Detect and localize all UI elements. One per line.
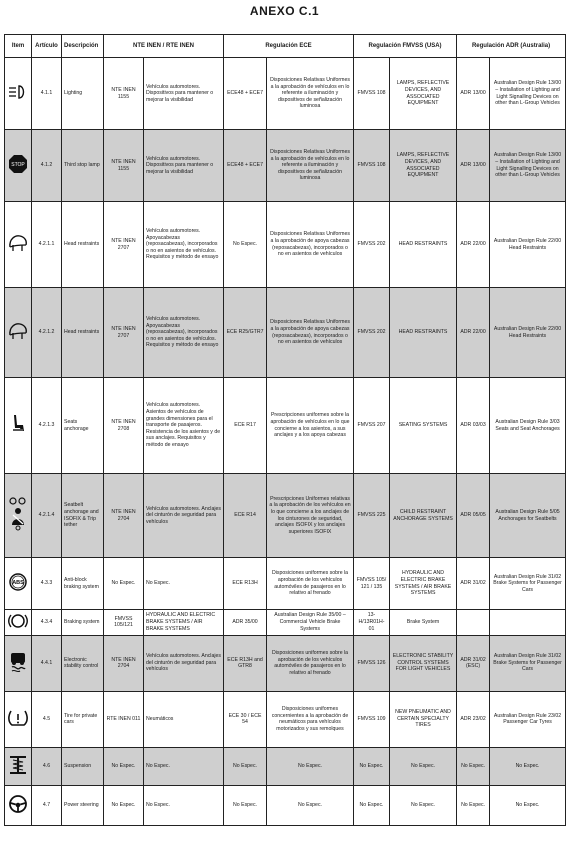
nte-code-cell: NTE INEN 1155 — [104, 58, 144, 130]
fmvss-code-cell: FMVSS 225 — [354, 474, 390, 558]
fmvss-code-cell: FMVSS 126 — [354, 635, 390, 691]
fmvss-code-cell: 13-H/13R01H-01 — [354, 610, 390, 636]
head-restraint-icon — [7, 233, 29, 253]
nte-code-cell: NTE INEN 2707 — [104, 288, 144, 378]
fmvss-code-cell: FMVSS 207 — [354, 378, 390, 474]
adr-text-cell: Australian Design Rule 3/03 Seats and Seat Anchorages — [490, 378, 566, 474]
adr-code-cell — [457, 610, 490, 636]
header-ece: Regulación ECE — [224, 35, 354, 58]
fmvss-text-cell: NEW PNEUMATIC AND CERTAIN SPECIALTY TIRES — [390, 691, 457, 747]
ece-code-cell: ECE R14 — [224, 474, 267, 558]
table-row — [5, 58, 566, 130]
nte-text-cell: No Espec. — [144, 747, 224, 785]
adr-code-cell: ADR 05/05 — [457, 474, 490, 558]
adr-text-cell: Australian Design Rule 31/02 Brake Systems for Passenger Cars — [490, 558, 566, 610]
header-item: Item — [5, 35, 32, 58]
seat-icon — [9, 414, 27, 434]
adr-code-cell: ADR 03/03 — [457, 378, 490, 474]
nte-text-cell: HYDRAULIC AND ELECTRIC BRAKE SYSTEMS / AIR BRAKE SYSTEMS — [144, 610, 224, 636]
table-row — [5, 378, 566, 474]
adr-code-cell: ADR 31/02 — [457, 558, 490, 610]
item-icon-cell — [5, 202, 32, 288]
adr-text-cell: Australian Design Rule 13/00 – Installation of Lighting and Light Signalling Devices on other than L-Group Vehicles — [490, 58, 566, 130]
nte-code-cell: NTE INEN 1155 — [104, 130, 144, 202]
fmvss-code-cell: FMVSS 108 — [354, 58, 390, 130]
item-icon-cell — [5, 747, 32, 785]
headlight-icon — [7, 84, 29, 100]
ece-text-cell: Prescripciones Uniformes relativas a la aprobación de los vehículos en lo que concierne a los anclajes de los cinturones de seguridad, anclajes ISOFIX y los anclajes superiores ISOFIX — [267, 474, 354, 558]
ece-text-cell: Prescripciones uniformes sobre la aprobación de vehículos en lo que concierne a los asientos, a sus anclajes y a los apoya cabezas — [267, 378, 354, 474]
ece-text-cell: Disposiciones uniformes concernientes a la aprobación de neumáticos para vehículos motorizados y sus remolques — [267, 691, 354, 747]
svg-text:ABS: ABS — [12, 580, 24, 587]
nte-text-cell: Vehículos automotores. Anclajes del cinturón de seguridad para vehículos — [144, 474, 224, 558]
articulo-cell: 4.3.3 — [32, 558, 62, 610]
nte-text-cell: Vehículos automotores. Apoyacabezas (reposacabezas), incorporados o no en asientos de vehículos. Requisitos y método de ensayo — [144, 202, 224, 288]
brake-icon — [8, 611, 28, 631]
nte-code-cell: NTE INEN 2704 — [104, 474, 144, 558]
standards-table — [4, 34, 566, 826]
nte-text-cell: Vehículos automotores. Anclajes del cinturón de seguridad para vehículos — [144, 635, 224, 691]
ece-text-cell: Disposiciones uniformes sobre la aprobación de los vehículos automóviles de pasajeros en lo relativo al frenado — [267, 558, 354, 610]
tire-pressure-icon — [7, 708, 29, 728]
abs-icon — [8, 572, 28, 592]
ece-code-cell: No Espec. — [224, 785, 267, 825]
header-adr: Regulación ADR (Australia) — [457, 35, 566, 58]
ece-code-cell: ECE48 + ECE7 — [224, 130, 267, 202]
nte-text-cell: Vehículos automotores. Dispositivos para mantener o mejorar la visibilidad — [144, 130, 224, 202]
ece-code-cell: ECE R13H — [224, 558, 267, 610]
nte-code-cell: No Espec. — [104, 785, 144, 825]
header-articulo: Artículo — [32, 35, 62, 58]
fmvss-code-cell: FMVSS 202 — [354, 288, 390, 378]
item-icon-cell — [5, 691, 32, 747]
item-icon-cell — [5, 288, 32, 378]
descripcion-cell: Electronic stability control — [62, 635, 104, 691]
item-icon-cell — [5, 785, 32, 825]
nte-code-cell: No Espec. — [104, 558, 144, 610]
fmvss-text-cell: HEAD RESTRAINTS — [390, 288, 457, 378]
descripcion-cell: Power steering — [62, 785, 104, 825]
articulo-cell: 4.2.1.1 — [32, 202, 62, 288]
adr-code-cell: ADR 22/00 — [457, 288, 490, 378]
fmvss-text-cell: ELECTRONIC STABILITY CONTROL SYSTEMS FOR LIGHT VEHICLES — [390, 635, 457, 691]
item-icon-cell — [5, 610, 32, 636]
ece-text-cell: No Espec. — [267, 785, 354, 825]
ece-code-cell: No Espec. — [224, 202, 267, 288]
adr-code-cell: ADR 23/02 — [457, 691, 490, 747]
adr-code-cell: ADR 31/02 (ESC) — [457, 635, 490, 691]
ece-text-cell: Disposiciones Relativas Uniformes a la aprobación de vehículos en lo referente a iluminación y dispositivos de señalización luminosa — [267, 58, 354, 130]
fmvss-text-cell: Brake System — [390, 610, 457, 636]
item-icon-cell — [5, 474, 32, 558]
adr-code-cell: ADR 13/00 — [457, 130, 490, 202]
articulo-cell: 4.3.4 — [32, 610, 62, 636]
fmvss-text-cell: No Espec. — [390, 785, 457, 825]
nte-code-cell: NTE INEN 2704 — [104, 635, 144, 691]
adr-text-cell: Australian Design Rule 22/00 Head Restraints — [490, 288, 566, 378]
descripcion-cell: Lighting — [62, 58, 104, 130]
suspension-icon — [9, 755, 27, 775]
descripcion-cell: Braking system — [62, 610, 104, 636]
table-row — [5, 747, 566, 785]
nte-text-cell: Neumáticos — [144, 691, 224, 747]
nte-text-cell: No Espec. — [144, 558, 224, 610]
seatbelt-icon — [7, 497, 29, 531]
nte-code-cell: No Espec. — [104, 747, 144, 785]
table-row — [5, 610, 566, 636]
nte-code-cell: FMVSS 105/121 — [104, 610, 144, 636]
ece-code-cell: ECE R17 — [224, 378, 267, 474]
table-row — [5, 635, 566, 691]
descripcion-cell: Suspension — [62, 747, 104, 785]
ece-code-cell: ECE R25/GTR7 — [224, 288, 267, 378]
table-row — [5, 691, 566, 747]
table-row — [5, 130, 566, 202]
item-icon-cell — [5, 130, 32, 202]
articulo-cell: 4.2.1.3 — [32, 378, 62, 474]
fmvss-text-cell: CHILD RESTRAINT ANCHORAGE SYSTEMS — [390, 474, 457, 558]
page-title: ANEXO C.1 — [249, 4, 320, 18]
fmvss-code-cell: FMVSS 105/ 121 / 135 — [354, 558, 390, 610]
nte-text-cell: Vehículos automotores. Asientos de vehículos de grandes dimensiones para el transporte de pasajeros. Resistencia de los asientos y de sus anclajes. Requisitos y método de ensayo — [144, 378, 224, 474]
nte-code-cell: RTE INEN 011 — [104, 691, 144, 747]
descripcion-cell: Third stop lamp — [62, 130, 104, 202]
articulo-cell: 4.2.1.2 — [32, 288, 62, 378]
articulo-cell: 4.5 — [32, 691, 62, 747]
header-nte: NTE INEN / RTE INEN — [104, 35, 224, 58]
articulo-cell: 4.1.1 — [32, 58, 62, 130]
fmvss-code-cell: FMVSS 108 — [354, 130, 390, 202]
adr-code-cell: No Espec. — [457, 785, 490, 825]
table-row — [5, 202, 566, 288]
ece-code-cell: ECE R13H and GTR8 — [224, 635, 267, 691]
ece-text-cell: No Espec. — [267, 747, 354, 785]
adr-text-cell: Australian Design Rule 5/05 Anchorages for Seatbelts — [490, 474, 566, 558]
adr-text-cell: Australian Design Rule 23/02 Passenger Car Tyres — [490, 691, 566, 747]
table-row — [5, 288, 566, 378]
descripcion-cell: Head restraints — [62, 202, 104, 288]
svg-text:STOP: STOP — [11, 162, 25, 169]
table-row — [5, 474, 566, 558]
stop-lamp-icon — [8, 154, 28, 174]
ece-code-cell: ADR 35/00 — [224, 610, 267, 636]
adr-text-cell: Australian Design Rule 22/00 Head Restraints — [490, 202, 566, 288]
item-icon-cell — [5, 635, 32, 691]
articulo-cell: 4.2.1.4 — [32, 474, 62, 558]
adr-text-cell: No Espec. — [490, 785, 566, 825]
articulo-cell: 4.1.2 — [32, 130, 62, 202]
stability-control-icon — [8, 651, 28, 673]
articulo-cell: 4.7 — [32, 785, 62, 825]
descripcion-cell: Seats anchorage — [62, 378, 104, 474]
fmvss-text-cell: LAMPS, REFLECTIVE DEVICES, AND ASSOCIATED EQUIPMENT — [390, 130, 457, 202]
fmvss-code-cell: FMVSS 202 — [354, 202, 390, 288]
descripcion-cell: Anti-block braking system — [62, 558, 104, 610]
nte-code-cell: NTE INEN 2707 — [104, 202, 144, 288]
descripcion-cell: Tire for private cars — [62, 691, 104, 747]
ece-text-cell: Disposiciones Relativas Uniformes a la aprobación de vehículos en lo referente a iluminación y dispositivos de señalización luminosa — [267, 130, 354, 202]
fmvss-code-cell: FMVSS 109 — [354, 691, 390, 747]
adr-text-cell: Australian Design Rule 13/00 – Installation of Lighting and Light Signalling Devices on other than L-Group Vehicles — [490, 130, 566, 202]
descripcion-cell: Head restraints — [62, 288, 104, 378]
nte-text-cell: Vehículos automotores. Dispositivos para mantener o mejorar la visibilidad — [144, 58, 224, 130]
ece-text-cell: Disposiciones Relativas Uniformes a la aprobación de apoya cabezas (reposacabezas), incorporados o no en asientos de vehículos — [267, 202, 354, 288]
ece-text-cell: Disposiciones uniformes sobre la aprobación de los vehículos automóviles de pasajeros en lo relativo al frenado — [267, 635, 354, 691]
descripcion-cell: Seatbelt anchorage and ISOFIX & Trip tether — [62, 474, 104, 558]
item-icon-cell — [5, 58, 32, 130]
table-row — [5, 558, 566, 610]
adr-code-cell: ADR 22/00 — [457, 202, 490, 288]
nte-code-cell: NTE INEN 2708 — [104, 378, 144, 474]
adr-text-cell — [490, 610, 566, 636]
steering-wheel-icon — [8, 794, 28, 814]
articulo-cell: 4.4.1 — [32, 635, 62, 691]
head-restraint-icon — [7, 321, 29, 341]
ece-text-cell: Disposiciones Relativas Uniformes a la aprobación de apoya cabezas (reposacabezas), incorporados o no en asientos de vehículos — [267, 288, 354, 378]
fmvss-text-cell: SEATING SYSTEMS — [390, 378, 457, 474]
ece-text-cell: Australian Design Rule 35/00 – Commercial Vehicle Brake Systems — [267, 610, 354, 636]
adr-code-cell: No Espec. — [457, 747, 490, 785]
adr-code-cell: ADR 13/00 — [457, 58, 490, 130]
adr-text-cell: No Espec. — [490, 747, 566, 785]
adr-text-cell: Australian Design Rule 31/02 Brake Systems for Passenger Cars — [490, 635, 566, 691]
fmvss-code-cell: No Espec. — [354, 785, 390, 825]
item-icon-cell — [5, 378, 32, 474]
fmvss-text-cell: No Espec. — [390, 747, 457, 785]
fmvss-code-cell: No Espec. — [354, 747, 390, 785]
header-descripcion: Descripción — [62, 35, 104, 58]
header-fmvss: Regulación FMVSS (USA) — [354, 35, 457, 58]
nte-text-cell: Vehículos automotores. Apoyacabezas (reposacabezas), incorporados o no en asientos de vehículos. Requisitos y método de ensayo — [144, 288, 224, 378]
articulo-cell: 4.6 — [32, 747, 62, 785]
ece-code-cell: ECE48 + ECE7 — [224, 58, 267, 130]
ece-code-cell: No Espec. — [224, 747, 267, 785]
fmvss-text-cell: LAMPS, REFLECTIVE DEVICES, AND ASSOCIATED EQUIPMENT — [390, 58, 457, 130]
ece-code-cell: ECE 30 / ECE 54 — [224, 691, 267, 747]
nte-text-cell: No Espec. — [144, 785, 224, 825]
fmvss-text-cell: HEAD RESTRAINTS — [390, 202, 457, 288]
fmvss-text-cell: HYDRAULIC AND ELECTRIC BRAKE SYSTEMS / AIR BRAKE SYSTEMS — [390, 558, 457, 610]
item-icon-cell — [5, 558, 32, 610]
table-row — [5, 785, 566, 825]
table-header-row — [5, 35, 566, 58]
